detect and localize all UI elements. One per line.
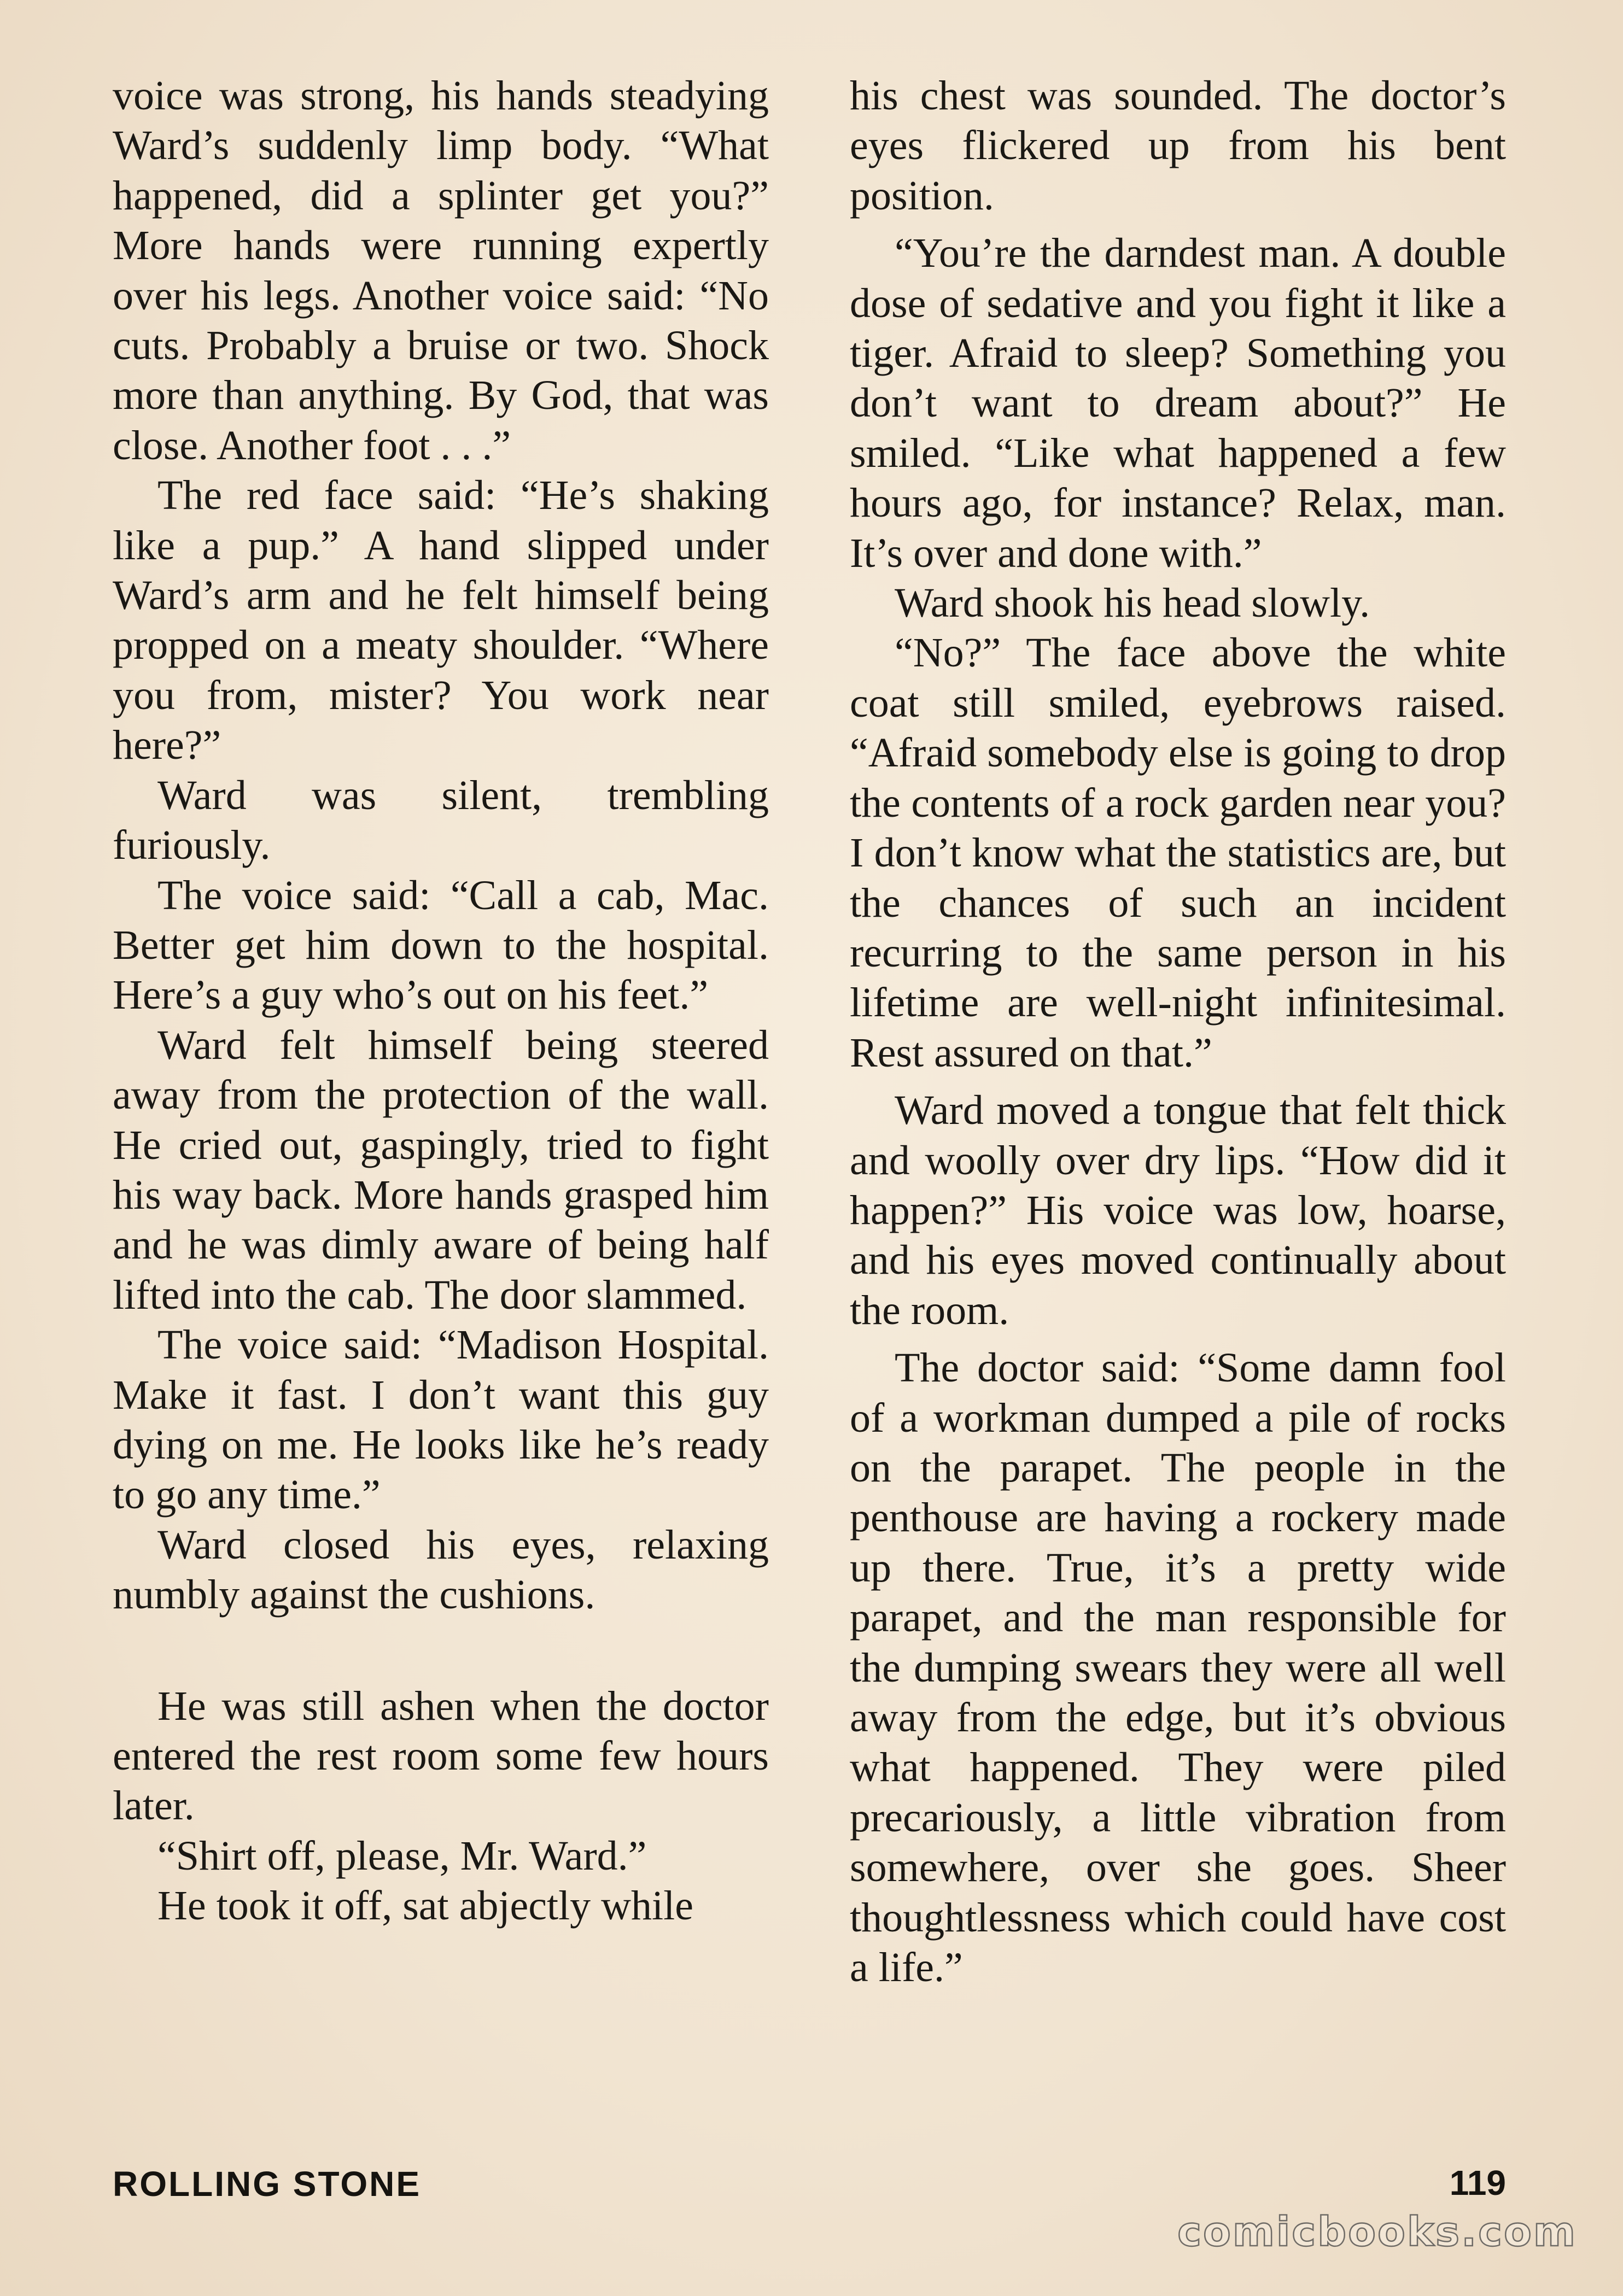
paragraph: The red face said: “He’s shaking like a pup.” A hand slipped under Ward’s arm and he felt himself being propped on a meaty shoulder. “Where you from, mister? You work near here?”	[113, 472, 769, 769]
watermark-logo: comicbooks.com	[1177, 2209, 1577, 2256]
paragraph: The doctor said: “Some damn fool of a workman dumped a pile of rocks on the parapet. The people in the penthouse are having a rockery made up there. True, it’s a pretty wide parapet, and the man responsible for the dumping swears they were all well away from the edge, but it’s obvious what happened. They were piled precariously, a little vibration from somewhere, over she goes. Sheer thoughtlessness which could have cost a life.”	[850, 1345, 1506, 1991]
running-footer-title: ROLLING STONE	[113, 2164, 422, 2204]
paragraph: “You’re the darndest man. A double dose of sedative and you fight it like a tiger. Afraid to sleep? Something you don’t want to dream about?” He smiled. “Like what happened a few hours ago, for instance? Relax, man. It’s over and done with.”	[850, 230, 1506, 576]
left-text-column	[113, 71, 769, 1931]
paragraph: voice was strong, his hands steadying Ward’s suddenly limp body. “What happened, did a splinter get you?” More hands were running expertly over his legs. Another voice said: “No cuts. Probably a bruise or two. Shock more than anything. By God, that was close. Another foot . . .”	[113, 73, 769, 468]
right-text-column	[850, 71, 1506, 1993]
paragraph: He took it off, sat abjectly while	[157, 1883, 694, 1929]
paragraph: He was still ashen when the doctor entered the rest room some few hours later.	[113, 1683, 769, 1829]
paragraph: “No?” The face above the white coat still smiled, eyebrows raised. “Afraid somebody else is going to drop the contents of a rock garden near you? I don’t know what the statistics are, but the chances of such an incident recurring to the same person in his lifetime are well-night infinitesimal. Rest assured on that.”	[850, 630, 1506, 1076]
paragraph: Ward closed his eyes, relaxing numbly against the cushions.	[113, 1521, 769, 1618]
paragraph: Ward shook his head slowly.	[895, 580, 1370, 626]
paragraph: Ward moved a tongue that felt thick and woolly over dry lips. “How did it happen?” His voice was low, hoarse, and his eyes moved continually about the room.	[850, 1087, 1506, 1333]
paragraph: “Shirt off, please, Mr. Ward.”	[157, 1832, 647, 1879]
paragraph: his chest was sounded. The doctor’s eyes flickered up from his bent position.	[850, 73, 1506, 219]
paragraph: Ward was silent, trembling furiously.	[113, 772, 769, 869]
paragraph: The voice said: “Madison Hospital. Make it fast. I don’t want this guy dying on me. He looks like he’s ready to go any time.”	[113, 1322, 769, 1518]
paragraph: The voice said: “Call a cab, Mac. Better get him down to the hospital. Here’s a guy who’s out on his feet.”	[113, 872, 769, 1018]
paragraph: Ward felt himself being steered away from the protection of the wall. He cried out, gaspingly, tried to fight his way back. More hands grasped him and he was dimly aware of being half lifted into the cab. The door slammed.	[113, 1022, 769, 1318]
page-number: 119	[1449, 2163, 1506, 2203]
